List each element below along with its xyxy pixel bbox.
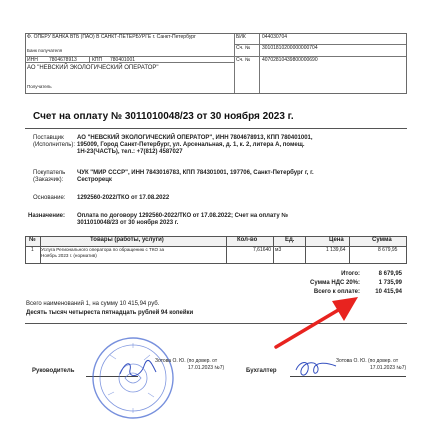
vat-label: Сумма НДС 20%: <box>309 280 360 286</box>
col-price: Цена <box>329 237 344 243</box>
supplier-line-1: АО "НЕВСКИЙ ЭКОЛОГИЧЕСКИЙ ОПЕРАТОР", ИНН 7804678913, КПП 780401001, <box>77 135 313 141</box>
invoice-title: Счет на оплату № 3011010048/23 от 30 ноября 2023 г. <box>33 111 294 122</box>
payee-label: Получатель <box>27 84 52 89</box>
accountant-note-1: Зотова О. Ю. (по довер. от <box>336 358 399 364</box>
total-label: Итого: <box>341 271 360 277</box>
row-number: 1 <box>31 247 34 253</box>
beneficiary-bank-label: Банк получателя <box>27 48 63 53</box>
col-number: № <box>29 237 36 243</box>
row-sum: 8 679,95 <box>378 247 398 253</box>
corr-account-label: Сч. № <box>236 45 251 51</box>
kpp-value: 780401001 <box>110 57 136 63</box>
col-goods: Товары (работы, услуги) <box>90 237 164 243</box>
kpp-label: КПП <box>92 57 103 63</box>
row-qty: 7,61640 <box>253 247 272 253</box>
inn-label: ИНН <box>27 57 38 63</box>
director-note-1: Зотова О. Ю. (по довер. от <box>155 358 218 364</box>
due-label: Всего к оплате: <box>313 289 360 295</box>
title-rule <box>25 128 407 129</box>
basis-value: 1292560-2022/ТКО от 17.08.2022 <box>77 195 170 201</box>
supplier-line-2: 195009, Город Санкт-Петербург, ул. Арсенальная, д. 1, к. 2, литера А, помещ. <box>77 142 305 148</box>
director-label: Руководитель <box>32 368 75 374</box>
summary-words: Десять тысяч четыреста пятнадцать рублей 94 копейки <box>26 310 194 316</box>
buyer-label: Покупатель <box>33 170 66 176</box>
purpose-label: Назначение: <box>28 213 66 219</box>
col-unit: Ед. <box>285 237 295 243</box>
purpose-line-2: 3011010048/23 от 30 ноября 2023 г. <box>77 220 179 226</box>
supplier-line-3: 1Н-23(ЧАСТЬ), тел.: +7(812) 4587027 <box>77 149 183 155</box>
row-unit: м3 <box>275 247 282 253</box>
director-signature <box>118 358 158 380</box>
account-value: 40702810439800000690 <box>262 57 318 63</box>
buyer-line-2: Сестрорецк <box>77 177 112 183</box>
beneficiary-bank: Ф. ОПЕРУ БАНКА ВТБ (ПАО) В САНКТ-ПЕТЕРБУРГЕ г. Санкт-Петербург <box>27 34 196 40</box>
account-label: Сч. № <box>236 57 251 63</box>
inn-value: 7804678913 <box>49 57 77 63</box>
accountant-signature <box>292 356 340 380</box>
purpose-line-1: Оплата по договору 1292560-2022/ТКО от 17.08.2022; Счет на оплату № <box>77 213 289 219</box>
accountant-label: Бухгалтер <box>246 368 277 374</box>
buyer-label-2: (Заказчик): <box>33 177 64 183</box>
accountant-note-line <box>340 376 406 377</box>
bank-details-table <box>25 33 407 94</box>
row-description-1: Услуга Регионального оператора по обращению с ТКО за <box>41 247 165 252</box>
buyer-line-1: ЧУК "МИР СССР", ИНН 7843016783, КПП 784301001, 197706, Санкт-Петербург г, г. <box>77 170 314 176</box>
col-qty: Кол-во <box>237 237 258 243</box>
total-value: 8 679,95 <box>378 271 402 277</box>
supplier-label: Поставщик <box>33 135 64 141</box>
summary-count: Всего наименований 1, на сумму 10 415,94 руб. <box>26 301 160 307</box>
director-note-2: 17.01.2023 №7) <box>188 365 225 371</box>
accountant-note-2: 17.01.2023 №7) <box>370 365 407 371</box>
basis-label: Основание: <box>33 195 66 201</box>
due-value: 10 415,94 <box>375 289 402 295</box>
supplier-label-2: (Исполнитель): <box>33 142 76 148</box>
bik-value: 044030704 <box>262 34 288 40</box>
payee-name: АО "НЕВСКИЙ ЭКОЛОГИЧЕСКИЙ ОПЕРАТОР" <box>27 65 159 71</box>
row-price: 1 139,64 <box>326 247 346 253</box>
col-sum: Сумма <box>372 237 392 243</box>
red-arrow <box>270 285 380 355</box>
bik-label: БИК <box>236 34 246 40</box>
row-description-2: Ноябрь 2023 г. (норматив) <box>41 253 97 258</box>
corr-account-value: 30101810200000000704 <box>262 45 318 51</box>
vat-value: 1 735,99 <box>378 280 402 286</box>
